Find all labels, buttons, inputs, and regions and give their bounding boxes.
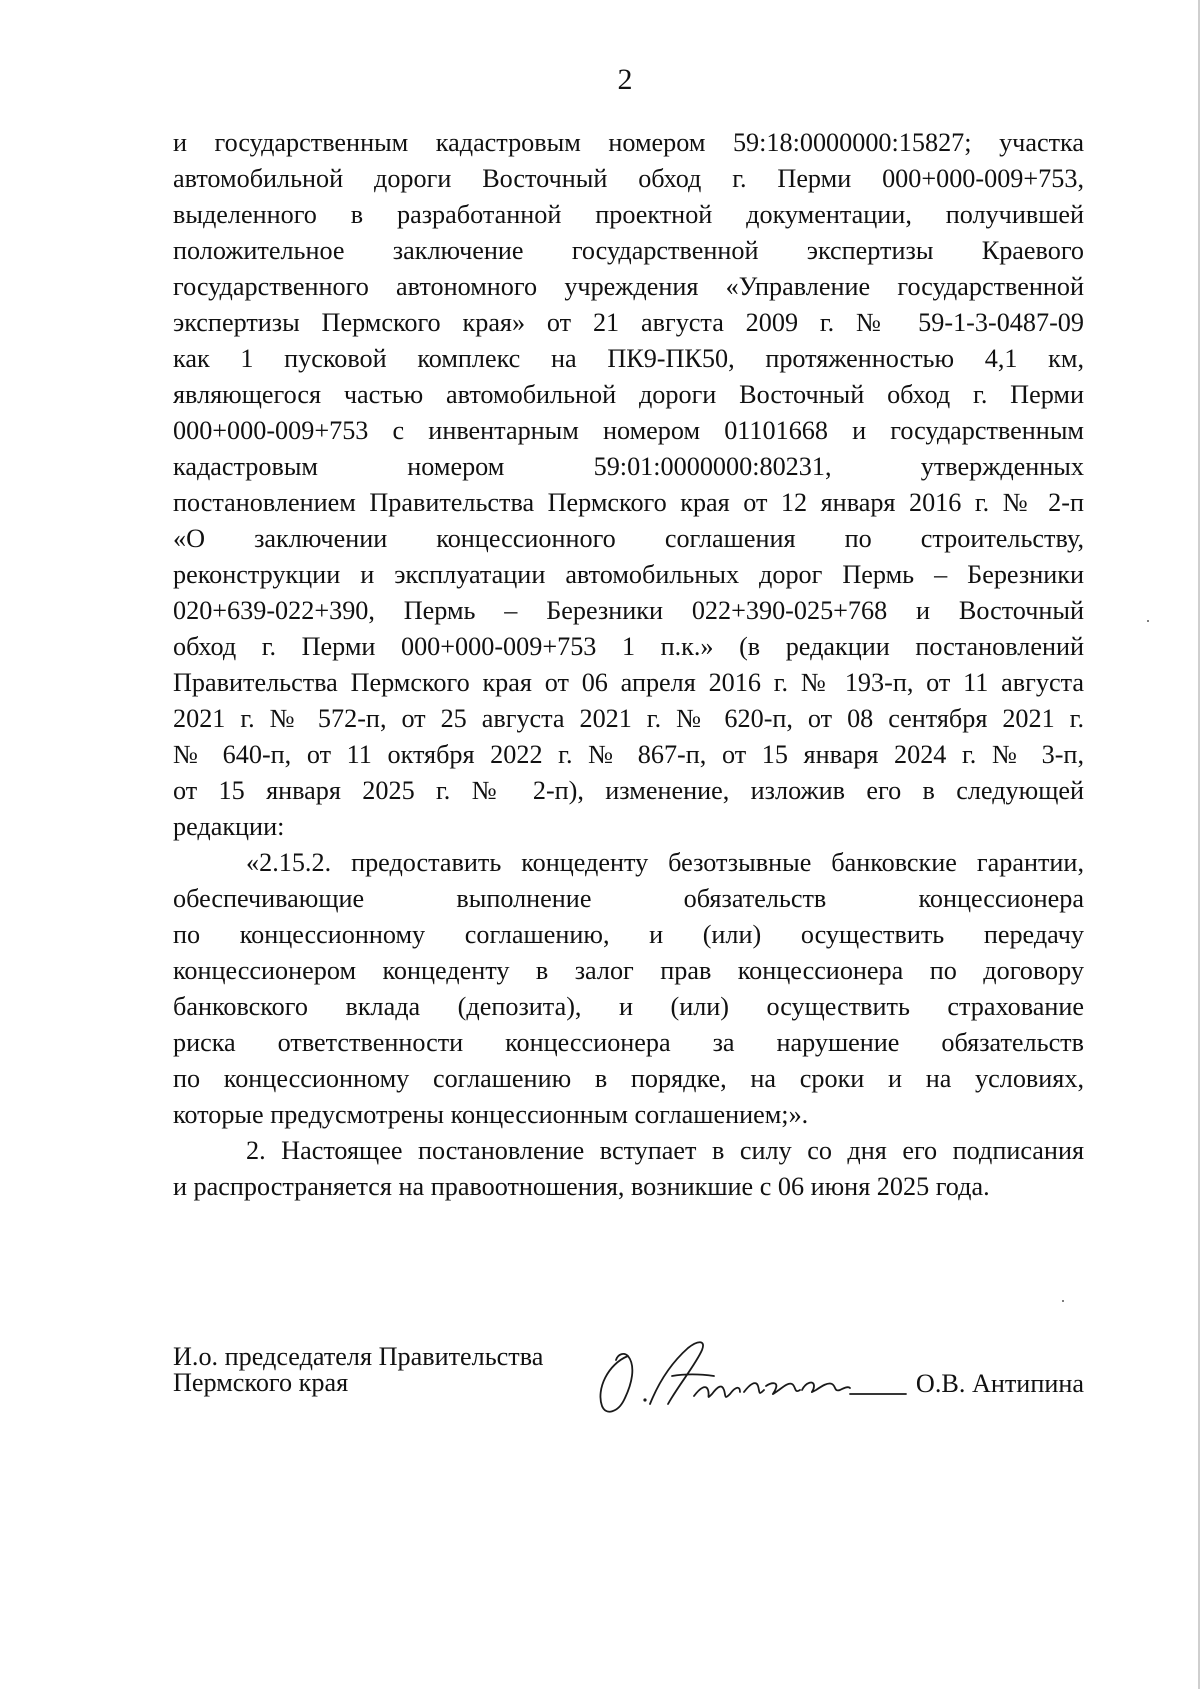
body-line: Правительства Пермского края от 06 апреля 2016 г. № 193-п, от 11 августа (173, 668, 1084, 697)
body-line: автомобильной дороги Восточный обход г. Перми 000+000-009+753, (173, 164, 1084, 193)
quoted-clause-line: по концессионному соглашению в порядке, на сроки и на условиях, (173, 1064, 1084, 1093)
body-line: редакции: (173, 812, 285, 841)
body-line: 2021 г. № 572-п, от 25 августа 2021 г. № 620-п, от 08 сентября 2021 г. (173, 704, 1084, 733)
body-line: реконструкции и эксплуатации автомобильных дорог Пермь – Березники (173, 560, 1084, 589)
quoted-clause-line: обеспечивающие выполнение обязательств концессионера (173, 884, 1084, 913)
body-line: постановлением Правительства Пермского края от 12 января 2016 г. № 2-п (173, 488, 1084, 517)
body-line: 020+639-022+390, Пермь – Березники 022+390-025+768 и Восточный (173, 596, 1084, 625)
quoted-clause-line: банковского вклада (депозита), и (или) осуществить страхование (173, 992, 1084, 1021)
body-line: государственного автономного учреждения «Управление государственной (173, 272, 1084, 301)
quoted-clause-line: «2.15.2. предоставить концеденту безотзывные банковские гарантии, (246, 848, 1084, 877)
quoted-clause-line: концессионером концеденту в залог прав концессионера по договору (173, 956, 1084, 985)
body-line: № 640-п, от 11 октября 2022 г. № 867-п, от 15 января 2024 г. № 3-п, (173, 740, 1084, 769)
signatory-position-line: Пермского края (173, 1368, 349, 1397)
body-line: экспертизы Пермского края» от 21 августа 2009 г. № 59-1-3-0487-09 (173, 308, 1084, 337)
body-line: обход г. Перми 000+000-009+753 1 п.к.» (в редакции постановлений (173, 632, 1084, 661)
body-line: выделенного в разработанной проектной документации, получившей (173, 200, 1084, 229)
page-number: 2 (617, 63, 633, 96)
body-line: и государственным кадастровым номером 59:18:0000000:15827; участка (173, 128, 1084, 157)
body-line: «О заключении концессионного соглашения по строительству, (173, 524, 1084, 553)
scan-speck (1062, 1300, 1064, 1302)
signatory-position-line: И.о. председателя Правительства (173, 1342, 544, 1371)
document-body (173, 125, 1084, 1205)
signatory-position (173, 1344, 543, 1396)
handwritten-signature-icon (588, 1334, 918, 1419)
signature-block (173, 1344, 1084, 1414)
quoted-clause-line: которые предусмотрены концессионным соглашением;». (173, 1100, 809, 1129)
clause-2-line: и распространяется на правоотношения, возникшие с 06 июня 2025 года. (173, 1172, 990, 1201)
body-line: кадастровым номером 59:01:0000000:80231, утвержденных (173, 452, 1084, 481)
body-line: как 1 пусковой комплекс на ПК9-ПК50, протяженностью 4,1 км, (173, 344, 1084, 373)
quoted-clause-line: риска ответственности концессионера за нарушение обязательств (173, 1028, 1084, 1057)
clause-2-line: 2. Настоящее постановление вступает в силу со дня его подписания (246, 1136, 1084, 1165)
body-line: от 15 января 2025 г. № 2-п), изменение, изложив его в следующей (173, 776, 1084, 805)
body-line: являющегося частью автомобильной дороги Восточный обход г. Перми (173, 380, 1084, 409)
body-line: 000+000-009+753 с инвентарным номером 01101668 и государственным (173, 416, 1084, 445)
quoted-clause-line: по концессионному соглашению, и (или) осуществить передачу (173, 920, 1084, 949)
scan-speck (1147, 620, 1149, 622)
body-line: положительное заключение государственной экспертизы Краевого (173, 236, 1084, 265)
signatory-name: О.В. Антипина (915, 1369, 1084, 1398)
